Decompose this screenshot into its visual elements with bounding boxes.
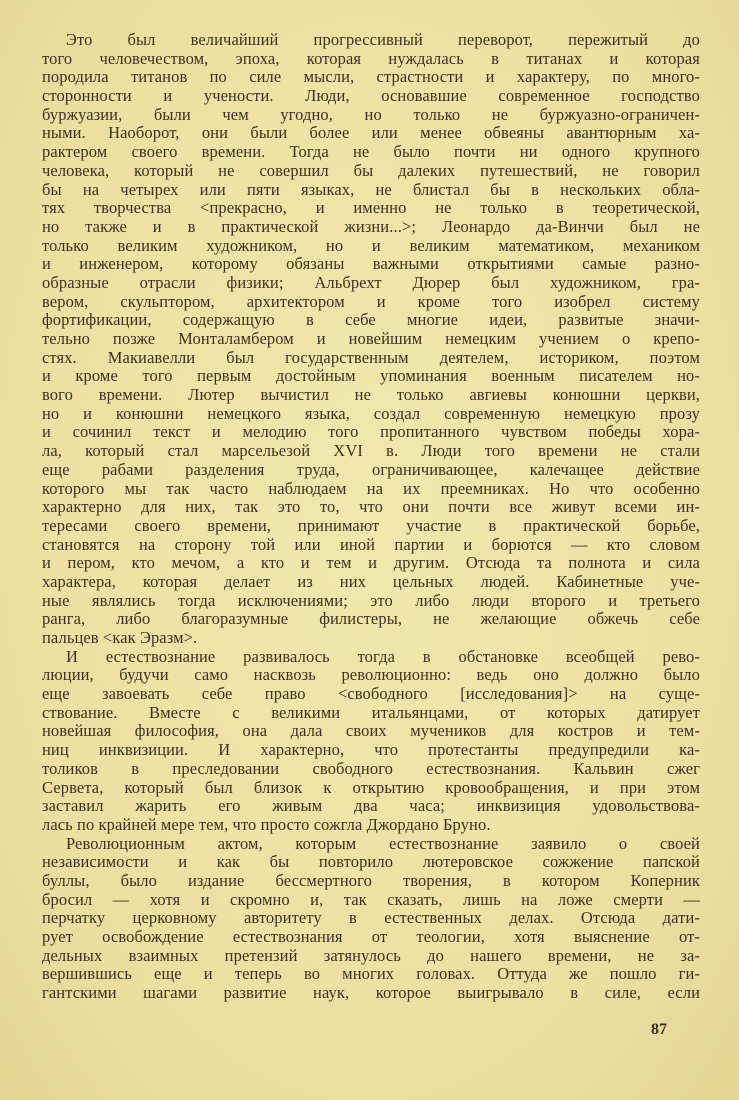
text-line: буржуазии, были чем угодно, но только не буржуазно-ограничен- — [42, 104, 700, 124]
text-line: того человечеством, эпоха, которая нуждалась в титанах и которая — [42, 48, 700, 68]
text-line: ствование. Вместе с великими итальянцами, от которых датирует — [42, 702, 700, 722]
text-line: и пером, кто мечом, а кто и тем и другим. Отсюда та полнота и сила — [42, 553, 700, 573]
text-line: но и конюшни немецкого языка, создал современную немецкую прозу — [42, 403, 700, 423]
text-line: ниц инквизиции. И характерно, что протестанты предупредили ка- — [42, 740, 700, 760]
text-line: пальцев <как Эразм>. — [42, 628, 198, 647]
text-line: тельно позже Монталамбером и новейшим немецким учением о крепо- — [42, 329, 700, 348]
paragraph — [42, 835, 700, 1003]
paragraph — [42, 648, 700, 835]
text-line: только великим художником, но и великим математиком, механиком — [42, 235, 700, 255]
text-line: бы на четырех или пяти языках, не блистал бы в нескольких обла- — [42, 179, 700, 199]
text-line: ные являлись тогда исключениями; это либо люди второго и третьего — [42, 590, 700, 610]
body-text — [42, 31, 700, 1003]
text-line: Сервета, который был близок к открытию кровообращения, и при этом — [42, 777, 700, 797]
text-line: еще завоевать себе право <свободного [исследования]> на суще- — [42, 684, 700, 704]
text-line: стях. Макиавелли был государственным деятелем, историком, поэтом — [42, 347, 700, 367]
paragraph — [42, 31, 700, 648]
text-line: ранга, либо благоразумные филистеры, не желающие обжечь себе — [42, 609, 700, 629]
text-line: заставил жарить его живым два часа; инквизиция удовольствова- — [42, 796, 700, 816]
page-number: 87 — [651, 1021, 667, 1038]
text-line: люции, будучи само насквозь революционно: ведь оно должно было — [42, 665, 700, 685]
text-line: дельных взаимных претензий затянулось до нашего времени, не за- — [42, 945, 700, 965]
text-line: вого времени. Лютер вычистил не только авгиевы конюшни церкви, — [42, 385, 700, 405]
text-line: вершившись еще и теперь во многих головах. Оттуда же пошло ги- — [42, 964, 700, 984]
text-line: гантскими шагами развитие наук, которое выигрывало в силе, если — [42, 983, 700, 1003]
text-line: характерно для них, так это то, что они почти все живут всеми ин- — [42, 497, 700, 517]
text-line: и сочинил текст и мелодию того пропитанного чувством победы хора- — [42, 422, 700, 442]
text-line: которого мы так часто наблюдаем на их преемниках. Но что особенно — [42, 478, 700, 498]
text-line: образные отрасли физики; Альбрехт Дюрер был художником, гра- — [42, 272, 700, 292]
text-line: перчатку церковному авторитету в естественных делах. Отсюда дати- — [42, 908, 700, 928]
text-line: тересами своего времени, принимают участие в практической борьбе, — [42, 515, 700, 535]
text-line: и кроме того первым достойным упоминания военным писателем но- — [42, 366, 700, 386]
text-line: характера, которая делает из них цельных людей. Кабинетные уче- — [42, 571, 700, 591]
text-line: сторонности и учености. Люди, основавшие современное господство — [42, 86, 700, 106]
text-line: фортификации, содержащую в себе многие идеи, развитые значи- — [42, 310, 700, 330]
text-line: и инженером, которому обязаны важными открытиями самые разно- — [42, 254, 700, 274]
text-line: рактером своего времени. Тогда не было почти ни одного крупного — [42, 142, 700, 162]
text-line: становятся на сторону той или иной партии и борются — кто словом — [42, 534, 700, 554]
text-line: ными. Наоборот, они были более или менее обвеяны авантюрным ха- — [42, 123, 700, 143]
text-line: Это был величайший прогрессивный переворот, пережитый до — [66, 30, 700, 49]
text-line: тях творчества <прекрасно, и именно не только в теоретической, — [42, 198, 700, 218]
text-line: буллы, было издание бессмертного творения, в котором Коперник — [42, 870, 700, 890]
text-line: лась по крайней мере тем, что просто сожгла Джордано Бруно. — [42, 814, 491, 834]
text-line: Революционным актом, которым естествознание заявило о своей — [66, 833, 700, 853]
text-line: вером, скульптором, архитектором и кроме того изобрел систему — [42, 291, 700, 311]
text-line: еще рабами разделения труда, ограничивающее, калечащее действие — [42, 459, 700, 479]
text-line: человека, который не совершил бы далеких путешествий, не говорил — [42, 160, 700, 180]
text-line: бросил — хотя и скромно и, так сказать, лишь на ложе смерти — — [42, 889, 700, 909]
text-line: независимости и как бы повторило лютеровское сожжение папской — [42, 852, 700, 872]
text-line: новейшая философия, она дала своих мучеников для костров и тем- — [42, 721, 700, 741]
text-line: И естествознание развивалось тогда в обстановке всеобщей рево- — [66, 646, 700, 666]
text-line: толиков в преследовании свободного естествознания. Кальвин сжег — [42, 758, 700, 778]
text-line: ла, который стал марсельезой XVI в. Люди того времени не стали — [42, 441, 700, 461]
text-line: породила титанов по силе мысли, страстности и характеру, по много- — [42, 67, 700, 87]
text-line: рует освобождение естествознания от теологии, хотя выяснение от- — [42, 927, 700, 946]
text-line: но также и в практической жизни...>; Леонардо да-Винчи был не — [42, 216, 700, 236]
